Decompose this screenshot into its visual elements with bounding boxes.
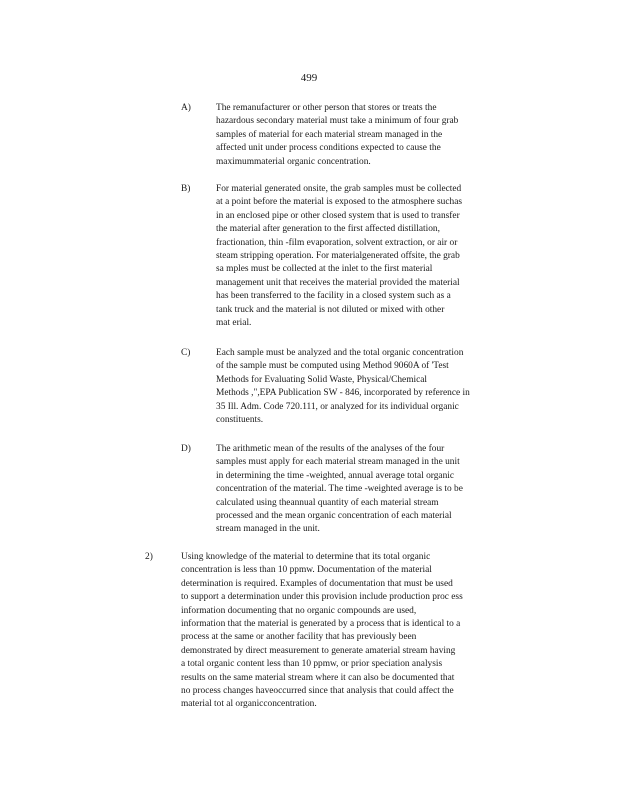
text-line: fractionation, thin -film evaporation, solvent extraction, or air or bbox=[216, 237, 458, 248]
text-line: stream managed in the unit. bbox=[216, 524, 320, 535]
text-line: has been transferred to the facility in a closed system such as a bbox=[216, 291, 451, 302]
list-marker: C) bbox=[181, 348, 191, 358]
text-line: information that the material is generated by a process that is identical to a bbox=[181, 619, 461, 630]
text-line: a total organic content less than 10 ppmw, or prior speciation analysis bbox=[181, 659, 443, 670]
list-item-text bbox=[216, 102, 458, 169]
list-item-text bbox=[181, 551, 463, 712]
list-marker: 2) bbox=[145, 552, 153, 562]
text-line: steam stripping operation. For materialgenerated offsite, the grab bbox=[216, 251, 460, 262]
text-line: samples of material for each material stream managed in the bbox=[216, 129, 443, 140]
text-line: affected unit under process conditions expected to cause the bbox=[216, 143, 441, 154]
list-marker: A) bbox=[181, 103, 191, 113]
text-line: The arithmetic mean of the results of the analyses of the four bbox=[216, 444, 445, 454]
text-line: mat erial. bbox=[216, 318, 252, 329]
text-line: demonstrated by direct measurement to generate amaterial stream having bbox=[181, 645, 456, 656]
text-line: management unit that receives the material provided the material bbox=[216, 277, 460, 288]
text-line: no process changes haveoccurred since that analysis that could affect the bbox=[181, 686, 454, 697]
text-line: in an enclosed pipe or other closed system that is used to transfer bbox=[216, 210, 460, 221]
page-number: 499 bbox=[300, 72, 318, 84]
list-item-text bbox=[216, 443, 463, 537]
text-line: calculated using theannual quantity of each material stream bbox=[216, 497, 439, 508]
text-line: information documenting that no organic compounds are used, bbox=[181, 605, 417, 616]
text-line: samples must apply for each material stream managed in the unit bbox=[216, 457, 460, 468]
text-line: Each sample must be analyzed and the total organic concentration bbox=[216, 348, 464, 358]
text-line: Methods ,",EPA Publication SW - 846, incorporated by reference in bbox=[216, 388, 470, 399]
text-line: For material generated onsite, the grab samples must be collected bbox=[216, 184, 462, 194]
list-marker: B) bbox=[181, 184, 191, 194]
text-line: tank truck and the material is not diluted or mixed with other bbox=[216, 304, 445, 315]
text-line: constituents. bbox=[216, 415, 264, 426]
text-line: The remanufacturer or other person that stores or treats the bbox=[216, 103, 437, 113]
text-line: process at the same or another facility that has previously been bbox=[181, 632, 417, 643]
text-line: results on the same material stream where it can also be documented that bbox=[181, 672, 455, 683]
text-line: sa mples must be collected at the inlet to the first material bbox=[216, 264, 433, 275]
text-line: Methods for Evaluating Solid Waste, Physical/Chemical bbox=[216, 374, 428, 385]
text-line: concentration of the material. The time -weighted average is to be bbox=[216, 484, 463, 495]
text-line: concentration is less than 10 ppmw. Documentation of the material bbox=[181, 565, 432, 576]
list-marker: D) bbox=[181, 444, 191, 454]
text-line: material tot al organicconcentration. bbox=[181, 699, 317, 710]
text-line: to support a determination under this provision include production proc ess bbox=[181, 592, 463, 603]
list-item-text bbox=[216, 347, 470, 427]
text-line: hazardous secondary material must take a minimum of four grab bbox=[216, 116, 459, 127]
text-line: determination is required. Examples of documentation that must be used bbox=[181, 578, 453, 589]
text-line: Using knowledge of the material to determine that its total organic bbox=[181, 552, 431, 562]
text-line: the material after generation to the first affected distillation, bbox=[216, 224, 440, 235]
text-line: processed and the mean organic concentration of each material bbox=[216, 511, 452, 522]
list-item-text bbox=[216, 183, 462, 330]
text-line: at a point before the material is exposed to the atmosphere suchas bbox=[216, 197, 463, 208]
text-line: of the sample must be computed using Method 9060A of 'Test bbox=[216, 361, 449, 372]
text-line: maximummaterial organic concentration. bbox=[216, 156, 371, 167]
text-line: 35 Ill. Adm. Code 720.111, or analyzed for its individual organic bbox=[216, 401, 459, 412]
text-line: in determining the time -weighted, annual average total organic bbox=[216, 470, 455, 481]
